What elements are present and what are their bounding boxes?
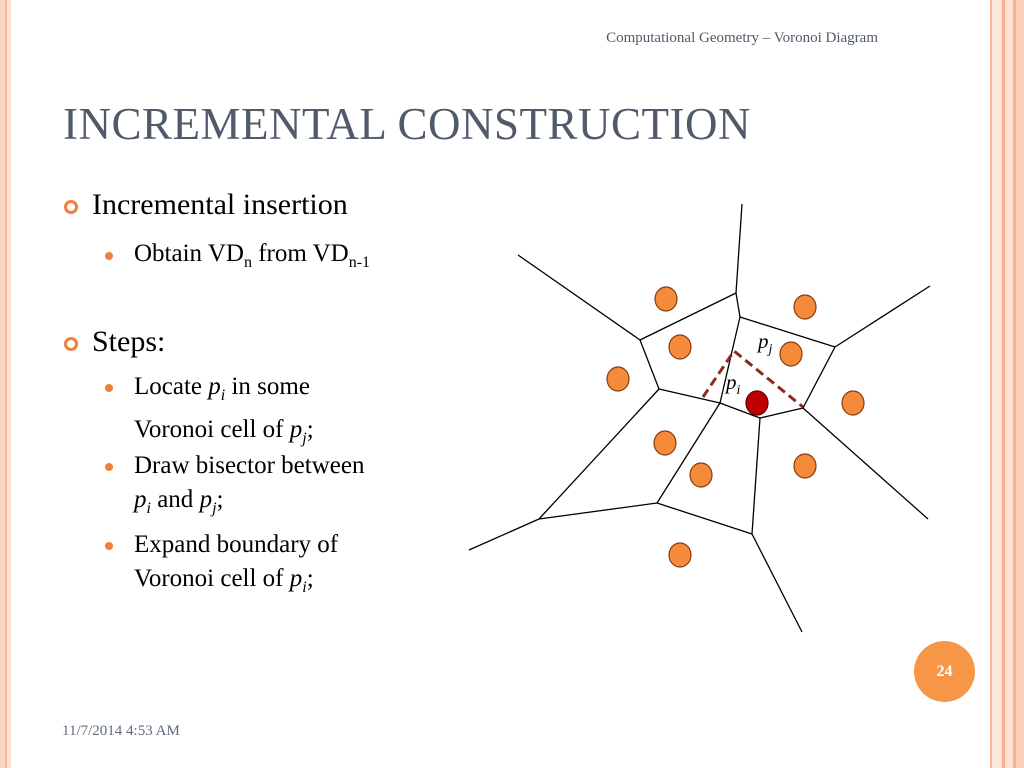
site-point (669, 543, 691, 567)
voronoi-edge (803, 347, 835, 408)
sub-bullet-locate: Locate $p_i$ in some Voronoi cell of $p_j$; (134, 373, 314, 447)
voronoi-edge (539, 389, 659, 519)
voronoi-edges (469, 204, 930, 632)
voronoi-sites (607, 287, 864, 567)
voronoi-edge (835, 286, 930, 347)
bullet-steps: Steps: (92, 325, 166, 358)
site-point (654, 431, 676, 455)
voronoi-edge (657, 503, 752, 534)
site-point (794, 295, 816, 319)
voronoi-edge (803, 408, 928, 519)
voronoi-edge (736, 204, 742, 293)
site-point (794, 454, 816, 478)
slide-title: INCREMENTAL CONSTRUCTION (63, 99, 751, 149)
sub-bullet-obtain: Obtain $VD_n$ from $VD_{n-1}$ (134, 240, 371, 271)
slide-date: 11/7/2014 4:53 AM (62, 723, 180, 739)
voronoi-edge (659, 389, 720, 403)
voronoi-edge (752, 418, 760, 534)
voronoi-edge (736, 293, 740, 317)
label-pi: $p_i$ (726, 370, 741, 398)
voronoi-edge (640, 340, 659, 389)
voronoi-edge (539, 503, 657, 519)
voronoi-edge (518, 255, 640, 340)
new-site-pi (746, 391, 768, 415)
site-point (780, 342, 802, 366)
voronoi-edge (469, 519, 539, 550)
sub-bullet-expand-boundary: Expand boundary of Voronoi cell of $p_i$; (134, 531, 339, 596)
bullet-incremental-insertion: Incremental insertion (92, 188, 348, 221)
page-number-badge: 24 (914, 641, 975, 702)
site-point (607, 367, 629, 391)
site-point (842, 391, 864, 415)
voronoi-edge (752, 534, 802, 632)
site-point (669, 335, 691, 359)
label-pj: $p_j$ (758, 329, 773, 357)
site-point (690, 463, 712, 487)
sub-bullet-draw-bisector: Draw bisector between $p_i$ and $p_j$; (134, 452, 365, 517)
slide-header: Computational Geometry – Voronoi Diagram (606, 30, 878, 46)
site-point (655, 287, 677, 311)
voronoi-edge (640, 293, 736, 340)
